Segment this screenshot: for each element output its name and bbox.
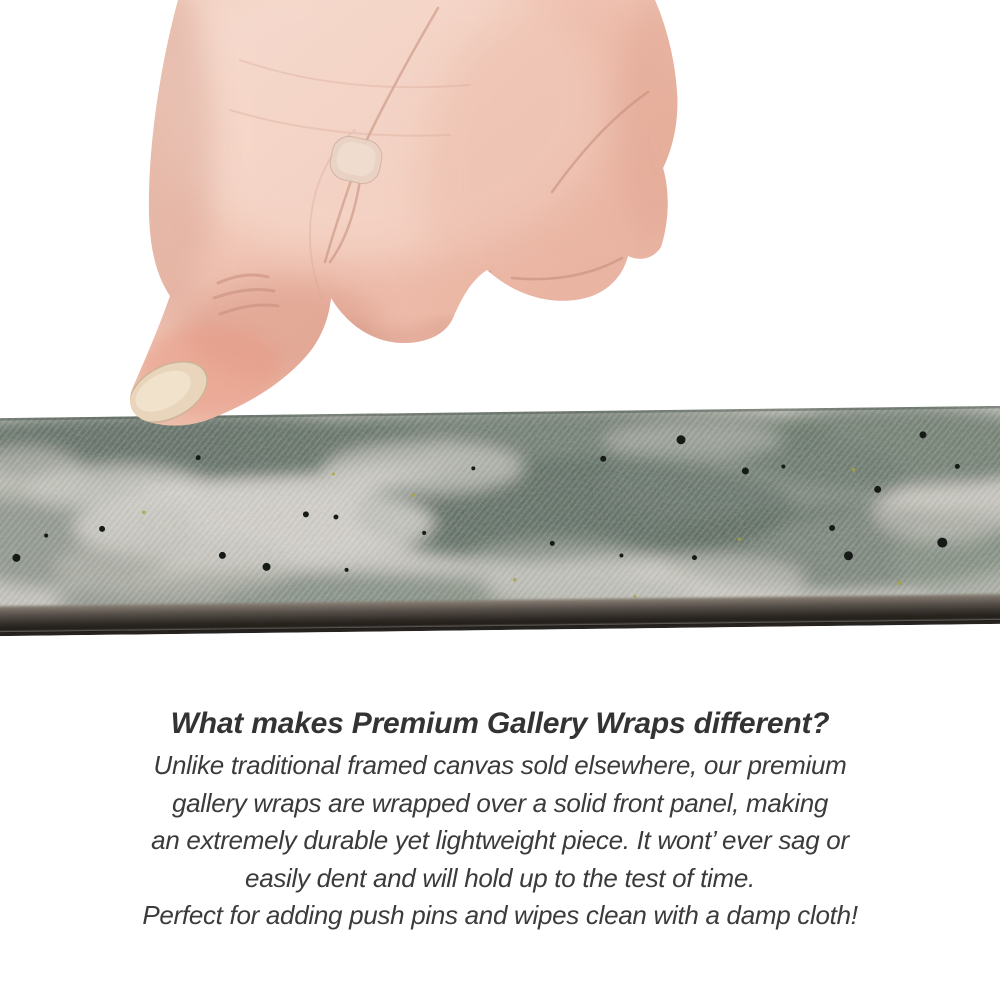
info-heading: What makes Premium Gallery Wraps different? <box>170 707 830 740</box>
info-line: Perfect for adding push pins and wipes clean with a damp cloth! <box>142 900 858 930</box>
info-text-block <box>0 704 1000 935</box>
info-line: gallery wraps are wrapped over a solid front panel, making <box>171 787 829 818</box>
hand-pressing-thumb-icon <box>0 0 1000 445</box>
info-line: an extremely durable yet lightweight piece. It wont’ ever sag or <box>151 825 849 855</box>
info-line: Unlike traditional framed canvas sold elsewhere, our premium <box>153 750 847 780</box>
info-line: easily dent and will hold up to the test of time. <box>245 862 755 893</box>
